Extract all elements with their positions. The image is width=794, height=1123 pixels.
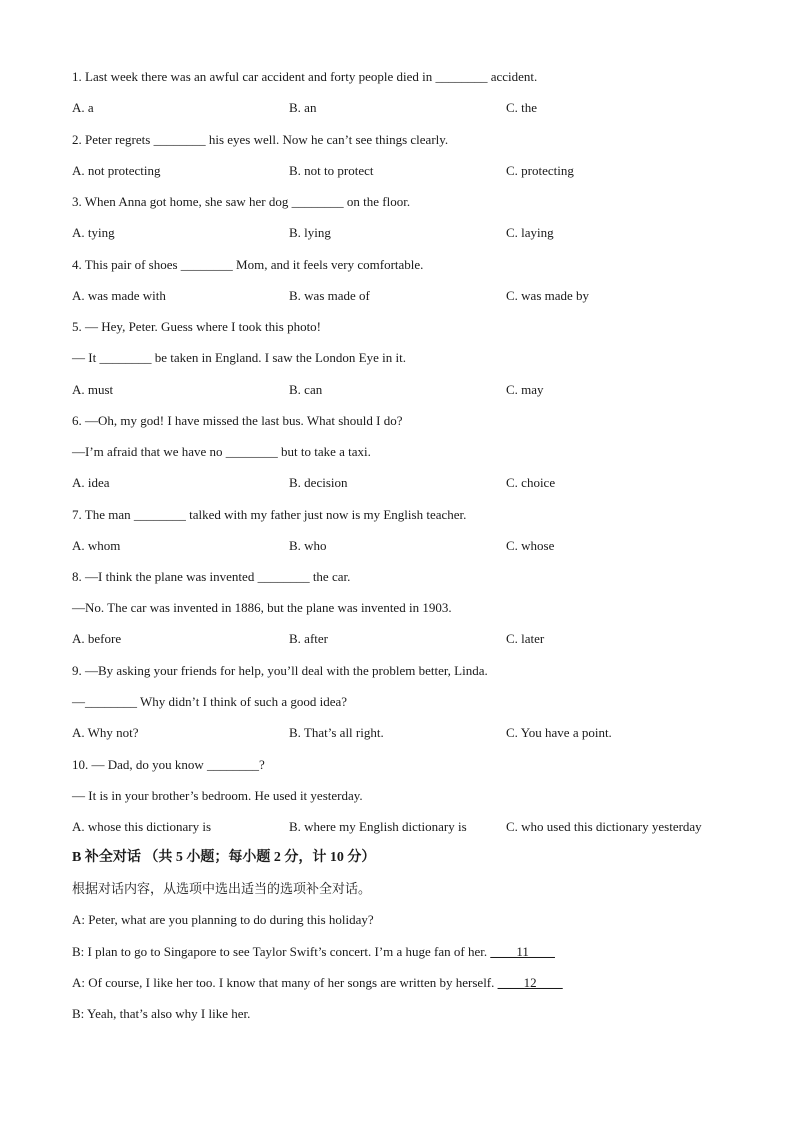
question-10-options	[72, 819, 772, 835]
option-b: B. not to protect	[289, 163, 374, 178]
option-c: C. whose	[506, 538, 555, 553]
question-10-stem: 10. — Dad, do you know ________?	[72, 757, 265, 772]
option-a: A. idea	[72, 475, 110, 490]
question-1-options	[72, 100, 772, 116]
section-b-instruction: 根据对话内容，从选项中选出适当的选项补全对话。	[72, 881, 372, 896]
question-4-options	[72, 288, 772, 304]
question-7-options	[72, 538, 772, 554]
option-a: A. was made with	[72, 288, 166, 303]
question-5-stem: 5. — Hey, Peter. Guess where I took this photo!	[72, 319, 322, 334]
option-a: A. Why not?	[72, 725, 139, 740]
question-5-response: — It ________ be taken in England. I saw the London Eye in it.	[72, 350, 406, 365]
blank-12[interactable]: ____12____	[497, 975, 563, 990]
dialogue-text: A: Peter, what are you planning to do during this holiday?	[72, 912, 374, 927]
option-b: B. where my English dictionary is	[289, 819, 467, 834]
question-8-response: —No. The car was invented in 1886, but the plane was invented in 1903.	[72, 600, 452, 615]
question-5-options	[72, 382, 772, 398]
question-9-stem: 9. —By asking your friends for help, you’ll deal with the problem better, Linda.	[72, 663, 488, 678]
option-c: C. You have a point.	[506, 725, 612, 740]
question-8-stem: 8. —I think the plane was invented ________ the car.	[72, 569, 351, 584]
option-b: B. was made of	[289, 288, 370, 303]
option-a: A. whose this dictionary is	[72, 819, 212, 834]
question-9-response: —________ Why didn’t I think of such a good idea?	[72, 694, 348, 709]
question-6-stem: 6. —Oh, my god! I have missed the last bus. What should I do?	[72, 413, 403, 428]
dialogue-line-1	[72, 912, 374, 928]
option-c: C. protecting	[506, 163, 574, 178]
question-9-options	[72, 725, 772, 741]
dialogue-line-2	[72, 944, 555, 960]
option-c: C. the	[506, 100, 538, 115]
option-b: B. an	[289, 100, 317, 115]
question-7-stem: 7. The man ________ talked with my father just now is my English teacher.	[72, 507, 467, 522]
option-b: B. decision	[289, 475, 348, 490]
option-b: B. after	[289, 631, 328, 646]
option-c: C. who used this dictionary yesterday	[506, 819, 702, 834]
question-3-options	[72, 225, 772, 241]
question-8-options	[72, 631, 772, 647]
dialogue-line-3	[72, 975, 563, 991]
dialogue-text: B: Yeah, that’s also why I like her.	[72, 1006, 251, 1021]
option-a: A. tying	[72, 225, 115, 240]
question-6-options	[72, 475, 772, 491]
option-b: B. lying	[289, 225, 331, 240]
dialogue-text: A: Of course, I like her too. I know that many of her songs are written by herself.	[72, 975, 498, 990]
question-2-options	[72, 163, 772, 179]
option-c: C. may	[506, 382, 544, 397]
option-b: B. That’s all right.	[289, 725, 384, 740]
option-c: C. laying	[506, 225, 554, 240]
question-4-stem: 4. This pair of shoes ________ Mom, and it feels very comfortable.	[72, 257, 424, 272]
question-6-response: —I’m afraid that we have no ________ but to take a taxi.	[72, 444, 371, 459]
question-10-response: — It is in your brother’s bedroom. He used it yesterday.	[72, 788, 363, 803]
dialogue-text: B: I plan to go to Singapore to see Taylor Swift’s concert. I’m a huge fan of her.	[72, 944, 491, 959]
option-c: C. was made by	[506, 288, 590, 303]
option-b: B. who	[289, 538, 327, 553]
question-3-stem: 3. When Anna got home, she saw her dog ________ on the floor.	[72, 194, 411, 209]
option-b: B. can	[289, 382, 323, 397]
option-a: A. must	[72, 382, 114, 397]
question-2-stem: 2. Peter regrets ________ his eyes well. Now he can’t see things clearly.	[72, 132, 449, 147]
option-c: C. choice	[506, 475, 556, 490]
section-b-title: B 补全对话 （共 5 小题；每小题 2 分，计 10 分）	[72, 850, 376, 865]
option-c: C. later	[506, 631, 545, 646]
option-a: A. whom	[72, 538, 121, 553]
option-a: A. not protecting	[72, 163, 161, 178]
blank-11[interactable]: ____11____	[490, 944, 555, 959]
question-1-stem: 1. Last week there was an awful car accident and forty people died in ________ accident.	[72, 69, 538, 84]
dialogue-line-4	[72, 1006, 250, 1022]
option-a: A. a	[72, 100, 94, 115]
option-a: A. before	[72, 631, 122, 646]
